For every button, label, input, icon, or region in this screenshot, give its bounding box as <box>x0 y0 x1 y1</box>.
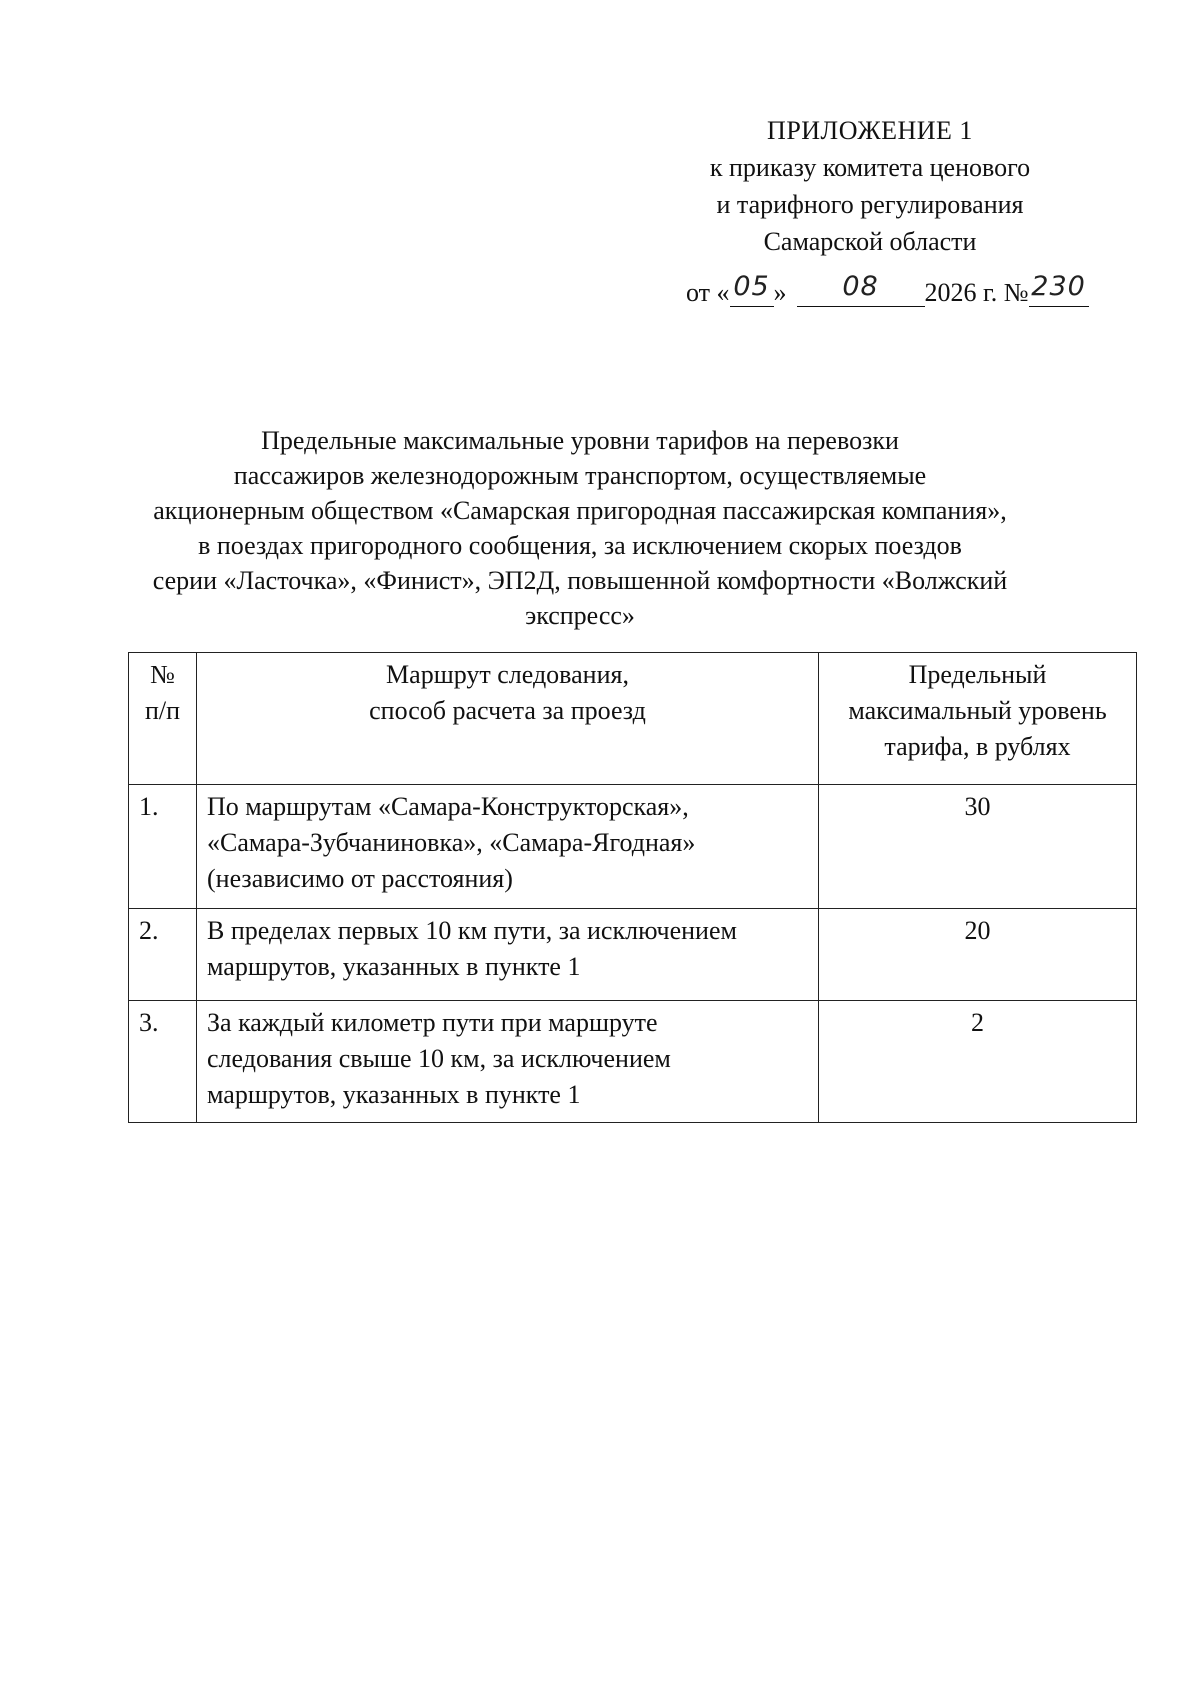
appendix-line: Самарской области <box>763 227 977 256</box>
order-day-blank <box>730 271 774 307</box>
row-route <box>197 1001 819 1123</box>
appendix-header <box>640 112 1100 260</box>
row-route <box>197 785 819 909</box>
order-month-blank <box>797 271 925 307</box>
appendix-line: и тарифного регулирования <box>716 190 1024 219</box>
route-line: маршрутов, указанных в пункте 1 <box>207 952 581 981</box>
title-line: акционерным обществом «Самарская пригородная пассажирская компания», <box>153 496 1007 525</box>
header-num-line: № <box>150 660 175 689</box>
route-line: «Самара-Зубчаниновка», «Самара-Ягодная» <box>207 828 696 857</box>
header-route-line: Маршрут следования, <box>386 660 629 689</box>
route-line: В пределах первых 10 км пути, за исключением <box>207 916 737 945</box>
handwritten-day: 05 <box>733 271 770 302</box>
route-line: маршрутов, указанных в пункте 1 <box>207 1080 581 1109</box>
title-line: серии «Ласточка», «Финист», ЭП2Д, повышенной комфортности «Волжский <box>152 566 1008 595</box>
header-value-line: тарифа, в рублях <box>884 732 1071 761</box>
header-route-line: способ расчета за проезд <box>369 696 646 725</box>
handwritten-number: 230 <box>1031 271 1086 302</box>
row-route <box>197 909 819 1001</box>
row-tariff-value: 20 <box>819 909 1137 1001</box>
header-num <box>129 653 197 785</box>
header-value-line: максимальный уровень <box>848 696 1107 725</box>
table-row <box>129 909 1137 1001</box>
header-value-line: Предельный <box>908 660 1047 689</box>
appendix-heading: ПРИЛОЖЕНИЕ 1 <box>767 116 973 145</box>
order-year-text: 2026 г. № <box>924 278 1029 307</box>
header-value <box>819 653 1137 785</box>
header-route <box>197 653 819 785</box>
title-line: Предельные максимальные уровни тарифов на перевозки <box>261 426 899 455</box>
order-number-blank <box>1029 271 1089 307</box>
table-row <box>129 785 1137 909</box>
row-number: 1. <box>129 785 197 909</box>
row-number: 2. <box>129 909 197 1001</box>
header-num-line: п/п <box>144 696 181 725</box>
route-line: По маршрутам «Самара-Конструкторская», <box>207 792 689 821</box>
row-tariff-value: 30 <box>819 785 1137 909</box>
route-line: За каждый километр пути при маршруте <box>207 1008 658 1037</box>
title-line: экспресс» <box>525 601 635 630</box>
document-title <box>150 423 1010 633</box>
route-line: (независимо от расстояния) <box>207 864 513 893</box>
title-line: в поездах пригородного сообщения, за исключением скорых поездов <box>198 531 962 560</box>
tariff-table <box>128 652 1137 1123</box>
route-line: следования свыше 10 км, за исключением <box>207 1044 671 1073</box>
handwritten-month: 08 <box>842 271 879 302</box>
table-row <box>129 1001 1137 1123</box>
appendix-line: к приказу комитета ценового <box>709 153 1031 182</box>
order-quote-close: » <box>773 278 787 307</box>
order-date-number <box>686 271 1126 310</box>
order-prefix: от « <box>686 278 730 307</box>
table-header-row <box>129 653 1137 785</box>
row-number: 3. <box>129 1001 197 1123</box>
row-tariff-value: 2 <box>819 1001 1137 1123</box>
title-line: пассажиров железнодорожным транспортом, осуществляемые <box>233 461 927 490</box>
